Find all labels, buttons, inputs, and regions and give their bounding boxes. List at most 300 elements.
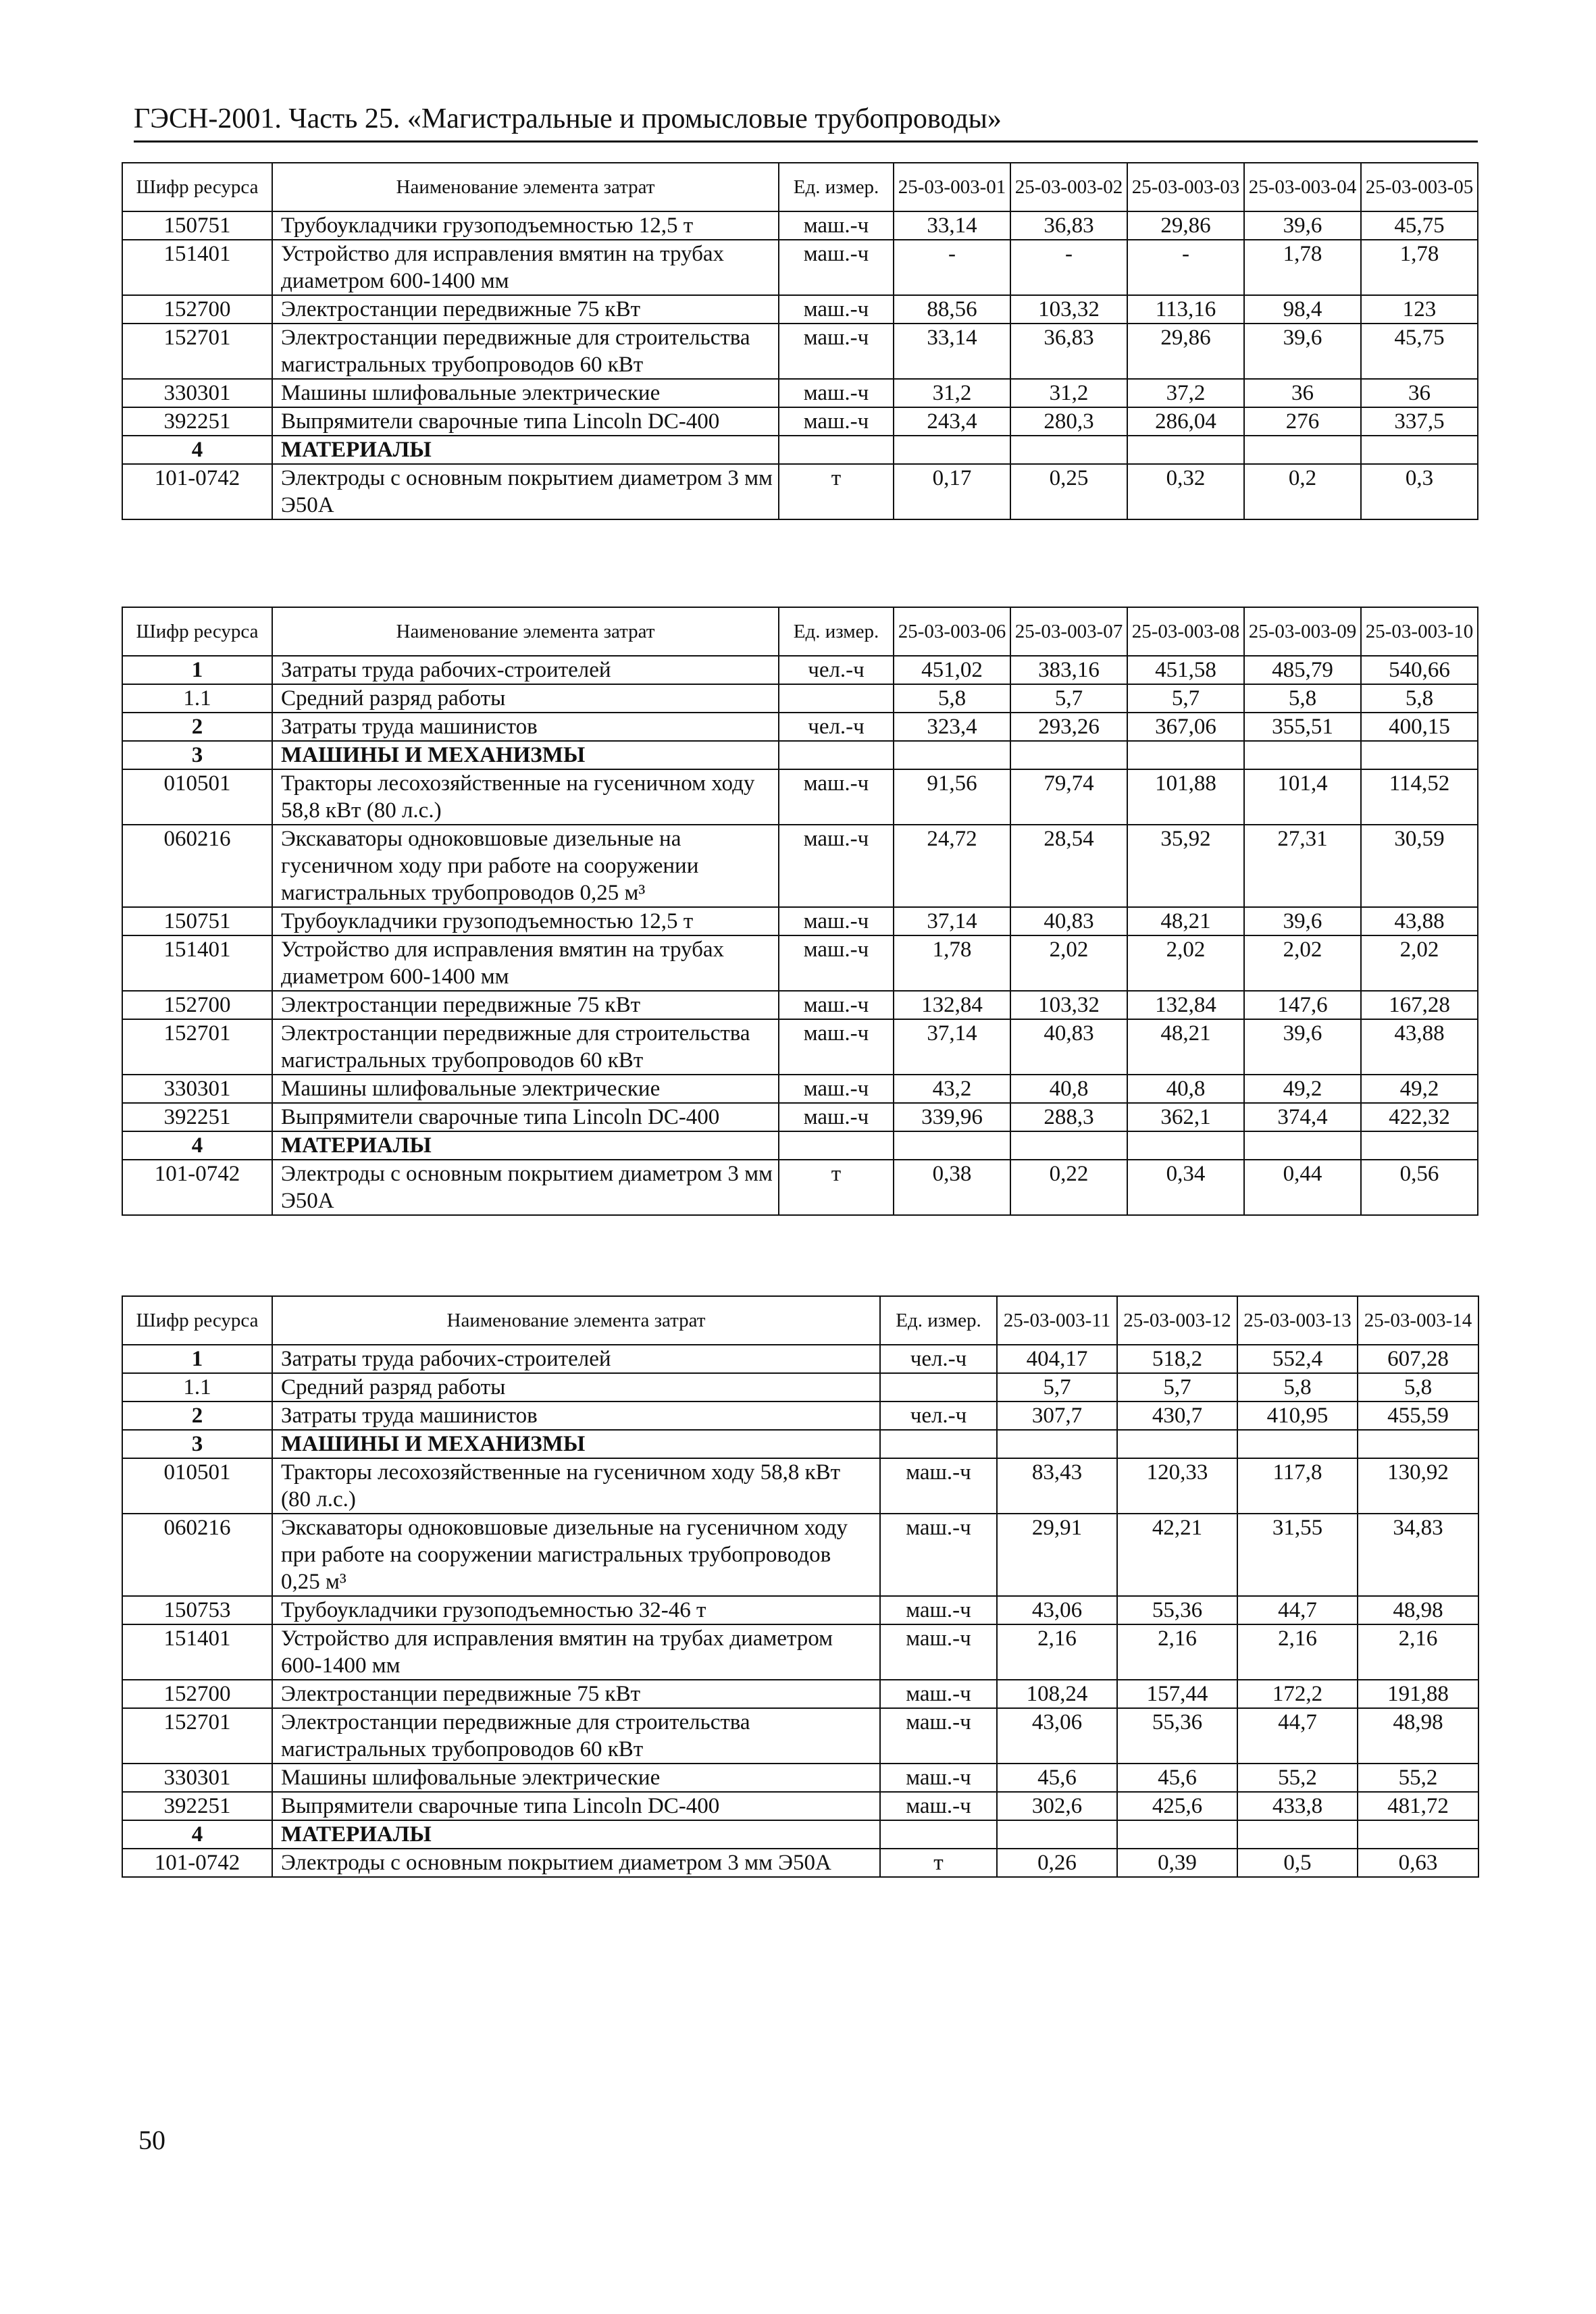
value-cell: 0,34 (1127, 1160, 1244, 1215)
resource-code: 152700 (122, 1680, 272, 1708)
resource-code: 392251 (122, 1792, 272, 1820)
resource-code: 3 (122, 741, 272, 769)
resource-name: Затраты труда рабочих-строителей (272, 656, 779, 684)
value-cell (1361, 436, 1478, 464)
value-cell: 425,6 (1117, 1792, 1237, 1820)
header-code: Шифр ресурса (122, 607, 272, 656)
unit-cell: маш.-ч (880, 1458, 997, 1514)
table-row (122, 769, 1478, 825)
value-cell (1127, 436, 1244, 464)
resource-name: МАТЕРИАЛЫ (272, 436, 779, 464)
value-cell: 383,16 (1010, 656, 1127, 684)
resource-code: 150751 (122, 211, 272, 240)
resource-code: 150751 (122, 907, 272, 935)
value-cell: 55,2 (1237, 1764, 1358, 1792)
value-cell: 39,6 (1244, 324, 1361, 379)
value-cell: 243,4 (894, 407, 1010, 436)
table-header-row (122, 607, 1478, 656)
value-cell: 37,14 (894, 1019, 1010, 1075)
value-cell (1244, 436, 1361, 464)
header-unit: Ед. измер. (880, 1296, 997, 1345)
resource-code: 392251 (122, 1103, 272, 1131)
unit-cell: маш.-ч (779, 1019, 894, 1075)
value-cell: 167,28 (1361, 991, 1478, 1019)
table-row (122, 1373, 1478, 1402)
unit-cell: чел.-ч (779, 713, 894, 741)
value-cell: 0,39 (1117, 1849, 1237, 1877)
value-cell (894, 1131, 1010, 1160)
resource-name: Электроды с основным покрытием диаметром 3 мм Э50А (272, 464, 779, 519)
header-name: Наименование элемента затрат (272, 1296, 880, 1345)
value-cell: 42,21 (1117, 1514, 1237, 1596)
value-cell (1010, 741, 1127, 769)
norms-table-3 (122, 1295, 1479, 1878)
value-cell: 117,8 (1237, 1458, 1358, 1514)
value-cell: 2,16 (1237, 1624, 1358, 1680)
resource-code: 101-0742 (122, 1849, 272, 1877)
resource-name: Выпрямители сварочные типа Lincoln DC-400 (272, 1103, 779, 1131)
value-cell (894, 436, 1010, 464)
value-cell (1244, 741, 1361, 769)
value-cell: 101,88 (1127, 769, 1244, 825)
table-row (122, 1596, 1478, 1624)
value-cell: 2,02 (1361, 935, 1478, 991)
value-cell: 540,66 (1361, 656, 1478, 684)
table-row (122, 713, 1478, 741)
value-cell (1237, 1820, 1358, 1849)
value-cell: 45,75 (1361, 324, 1478, 379)
resource-name: Средний разряд работы (272, 684, 779, 713)
resource-code: 330301 (122, 1075, 272, 1103)
unit-cell: маш.-ч (779, 211, 894, 240)
table-row (122, 1764, 1478, 1792)
norms-table-2 (122, 607, 1478, 1216)
resource-name: Устройство для исправления вмятин на трубах диаметром 600-1400 мм (272, 240, 779, 295)
value-cell: 33,14 (894, 324, 1010, 379)
value-cell (1361, 1131, 1478, 1160)
header-norm-code: 25-03-003-13 (1237, 1296, 1358, 1345)
value-cell: 518,2 (1117, 1345, 1237, 1373)
value-cell (1358, 1820, 1478, 1849)
unit-cell: маш.-ч (779, 295, 894, 324)
table-row (122, 379, 1478, 407)
resource-name: Экскаваторы одноковшовые дизельные на гусеничном ходу при работе на сооружении магистральных трубопроводов 0,25 м³ (272, 825, 779, 907)
table-row (122, 1680, 1478, 1708)
value-cell: 114,52 (1361, 769, 1478, 825)
value-cell: 2,02 (1010, 935, 1127, 991)
value-cell: 132,84 (1127, 991, 1244, 1019)
value-cell: 323,4 (894, 713, 1010, 741)
resource-code: 101-0742 (122, 464, 272, 519)
value-cell: 108,24 (997, 1680, 1117, 1708)
resource-code: 151401 (122, 1624, 272, 1680)
value-cell: 0,3 (1361, 464, 1478, 519)
value-cell: 36,83 (1010, 324, 1127, 379)
value-cell: 36 (1244, 379, 1361, 407)
value-cell (1237, 1430, 1358, 1458)
header-norm-code: 25-03-003-03 (1127, 163, 1244, 211)
resource-name: Электростанции передвижные 75 кВт (272, 1680, 880, 1708)
value-cell: 339,96 (894, 1103, 1010, 1131)
value-cell: 302,6 (997, 1792, 1117, 1820)
resource-code: 152700 (122, 295, 272, 324)
header-norm-code: 25-03-003-06 (894, 607, 1010, 656)
value-cell: 40,8 (1010, 1075, 1127, 1103)
unit-cell: маш.-ч (880, 1624, 997, 1680)
page-header: ГЭСН-2001. Часть 25. «Магистральные и промысловые трубопроводы» (134, 101, 1478, 143)
value-cell: 48,98 (1358, 1708, 1478, 1764)
unit-cell: маш.-ч (880, 1708, 997, 1764)
value-cell: 37,14 (894, 907, 1010, 935)
value-cell: 0,38 (894, 1160, 1010, 1215)
unit-cell: маш.-ч (779, 1103, 894, 1131)
value-cell: 337,5 (1361, 407, 1478, 436)
resource-name: Трубоукладчики грузоподъемностью 32-46 т (272, 1596, 880, 1624)
unit-cell: маш.-ч (779, 324, 894, 379)
value-cell: 5,8 (894, 684, 1010, 713)
value-cell (1010, 436, 1127, 464)
table-row (122, 684, 1478, 713)
header-norm-code: 25-03-003-04 (1244, 163, 1361, 211)
unit-cell: т (779, 464, 894, 519)
header-norm-code: 25-03-003-05 (1361, 163, 1478, 211)
unit-cell: маш.-ч (779, 907, 894, 935)
unit-cell: чел.-ч (779, 656, 894, 684)
table-row (122, 1075, 1478, 1103)
resource-code: 152700 (122, 991, 272, 1019)
value-cell: 36,83 (1010, 211, 1127, 240)
value-cell (1127, 1131, 1244, 1160)
unit-cell: маш.-ч (880, 1514, 997, 1596)
value-cell: 132,84 (894, 991, 1010, 1019)
value-cell: 37,2 (1127, 379, 1244, 407)
unit-cell (880, 1820, 997, 1849)
value-cell: 55,36 (1117, 1708, 1237, 1764)
unit-cell: т (880, 1849, 997, 1877)
value-cell: 0,5 (1237, 1849, 1358, 1877)
value-cell: 2,16 (1358, 1624, 1478, 1680)
unit-cell: маш.-ч (779, 407, 894, 436)
header-norm-code: 25-03-003-12 (1117, 1296, 1237, 1345)
unit-cell (880, 1373, 997, 1402)
value-cell: 5,8 (1361, 684, 1478, 713)
unit-cell: маш.-ч (779, 825, 894, 907)
table-row (122, 825, 1478, 907)
value-cell: 5,7 (1010, 684, 1127, 713)
unit-cell: маш.-ч (779, 769, 894, 825)
resource-code: 152701 (122, 1708, 272, 1764)
resource-name: Трубоукладчики грузоподъемностью 12,5 т (272, 211, 779, 240)
header-norm-code: 25-03-003-07 (1010, 607, 1127, 656)
value-cell: 433,8 (1237, 1792, 1358, 1820)
resource-name: Электроды с основным покрытием диаметром 3 мм Э50А (272, 1160, 779, 1215)
value-cell (894, 741, 1010, 769)
resource-code: 010501 (122, 769, 272, 825)
value-cell: 0,22 (1010, 1160, 1127, 1215)
table-header-row (122, 1296, 1478, 1345)
value-cell: 49,2 (1361, 1075, 1478, 1103)
value-cell (1010, 1131, 1127, 1160)
resource-code: 1.1 (122, 684, 272, 713)
table-row (122, 1160, 1478, 1215)
table-row (122, 240, 1478, 295)
unit-cell (779, 741, 894, 769)
resource-name: Машины шлифовальные электрические (272, 379, 779, 407)
value-cell: 276 (1244, 407, 1361, 436)
header-norm-code: 25-03-003-01 (894, 163, 1010, 211)
value-cell: 33,14 (894, 211, 1010, 240)
value-cell: - (1127, 240, 1244, 295)
value-cell: 286,04 (1127, 407, 1244, 436)
section-row (122, 1430, 1478, 1458)
resource-name: Трубоукладчики грузоподъемностью 12,5 т (272, 907, 779, 935)
unit-cell: маш.-ч (779, 379, 894, 407)
value-cell: 2,16 (997, 1624, 1117, 1680)
value-cell: 455,59 (1358, 1402, 1478, 1430)
resource-name: Затраты труда машинистов (272, 713, 779, 741)
resource-name: Устройство для исправления вмятин на трубах диаметром 600-1400 мм (272, 1624, 880, 1680)
value-cell: 48,21 (1127, 907, 1244, 935)
value-cell: 49,2 (1244, 1075, 1361, 1103)
value-cell: 43,88 (1361, 1019, 1478, 1075)
resource-name: Затраты труда рабочих-строителей (272, 1345, 880, 1373)
resource-name: Электростанции передвижные 75 кВт (272, 295, 779, 324)
value-cell: 130,92 (1358, 1458, 1478, 1514)
value-cell: 485,79 (1244, 656, 1361, 684)
header-norm-code: 25-03-003-10 (1361, 607, 1478, 656)
value-cell: 374,4 (1244, 1103, 1361, 1131)
resource-code: 151401 (122, 240, 272, 295)
value-cell: 5,8 (1358, 1373, 1478, 1402)
unit-cell (779, 1131, 894, 1160)
value-cell: 31,55 (1237, 1514, 1358, 1596)
value-cell: 451,02 (894, 656, 1010, 684)
value-cell: 0,44 (1244, 1160, 1361, 1215)
value-cell: 1,78 (1361, 240, 1478, 295)
value-cell: 39,6 (1244, 211, 1361, 240)
table-row (122, 935, 1478, 991)
value-cell: 280,3 (1010, 407, 1127, 436)
value-cell: 451,58 (1127, 656, 1244, 684)
value-cell: 607,28 (1358, 1345, 1478, 1373)
value-cell: 31,2 (894, 379, 1010, 407)
resource-code: 150753 (122, 1596, 272, 1624)
value-cell: 91,56 (894, 769, 1010, 825)
table-header-row (122, 163, 1478, 211)
value-cell: 5,7 (997, 1373, 1117, 1402)
unit-cell: маш.-ч (880, 1792, 997, 1820)
resource-code: 101-0742 (122, 1160, 272, 1215)
header-norm-code: 25-03-003-09 (1244, 607, 1361, 656)
value-cell: - (894, 240, 1010, 295)
value-cell: 172,2 (1237, 1680, 1358, 1708)
value-cell: 43,06 (997, 1708, 1117, 1764)
value-cell (1244, 1131, 1361, 1160)
value-cell: 98,4 (1244, 295, 1361, 324)
section-row (122, 741, 1478, 769)
value-cell: 88,56 (894, 295, 1010, 324)
resource-code: 152701 (122, 324, 272, 379)
header-unit: Ед. измер. (779, 607, 894, 656)
section-row (122, 1131, 1478, 1160)
header-norm-code: 25-03-003-02 (1010, 163, 1127, 211)
value-cell: 29,86 (1127, 324, 1244, 379)
value-cell: 45,6 (1117, 1764, 1237, 1792)
resource-code: 1 (122, 1345, 272, 1373)
resource-code: 152701 (122, 1019, 272, 1075)
value-cell: 5,7 (1117, 1373, 1237, 1402)
value-cell: 44,7 (1237, 1708, 1358, 1764)
table-row (122, 1019, 1478, 1075)
resource-name: Средний разряд работы (272, 1373, 880, 1402)
resource-code: 010501 (122, 1458, 272, 1514)
unit-cell: т (779, 1160, 894, 1215)
table-row (122, 1792, 1478, 1820)
value-cell: 0,17 (894, 464, 1010, 519)
table-row (122, 1624, 1478, 1680)
value-cell: 0,26 (997, 1849, 1117, 1877)
resource-code: 330301 (122, 1764, 272, 1792)
value-cell: 0,2 (1244, 464, 1361, 519)
header-name: Наименование элемента затрат (272, 163, 779, 211)
resource-name: Тракторы лесохозяйственные на гусеничном ходу 58,8 кВт (80 л.с.) (272, 1458, 880, 1514)
resource-name: Устройство для исправления вмятин на трубах диаметром 600-1400 мм (272, 935, 779, 991)
value-cell: 83,43 (997, 1458, 1117, 1514)
value-cell: 29,86 (1127, 211, 1244, 240)
value-cell: - (1010, 240, 1127, 295)
resource-code: 2 (122, 713, 272, 741)
resource-code: 060216 (122, 1514, 272, 1596)
value-cell: 362,1 (1127, 1103, 1244, 1131)
value-cell (997, 1430, 1117, 1458)
header-norm-code: 25-03-003-11 (997, 1296, 1117, 1345)
value-cell: 1,78 (894, 935, 1010, 991)
value-cell: 404,17 (997, 1345, 1117, 1373)
page-number: 50 (138, 2125, 165, 2155)
value-cell: 55,36 (1117, 1596, 1237, 1624)
header-unit: Ед. измер. (779, 163, 894, 211)
unit-cell: маш.-ч (779, 1075, 894, 1103)
value-cell: 103,32 (1010, 295, 1127, 324)
table-row (122, 991, 1478, 1019)
unit-cell (779, 684, 894, 713)
header-norm-code: 25-03-003-08 (1127, 607, 1244, 656)
value-cell: 0,63 (1358, 1849, 1478, 1877)
value-cell: 2,02 (1244, 935, 1361, 991)
value-cell: 48,21 (1127, 1019, 1244, 1075)
value-cell: 120,33 (1117, 1458, 1237, 1514)
value-cell: 5,8 (1244, 684, 1361, 713)
value-cell: 27,31 (1244, 825, 1361, 907)
value-cell: 45,6 (997, 1764, 1117, 1792)
value-cell (1117, 1430, 1237, 1458)
value-cell: 35,92 (1127, 825, 1244, 907)
value-cell: 2,16 (1117, 1624, 1237, 1680)
resource-code: 151401 (122, 935, 272, 991)
unit-cell (880, 1430, 997, 1458)
value-cell: 355,51 (1244, 713, 1361, 741)
value-cell: 30,59 (1361, 825, 1478, 907)
resource-code: 330301 (122, 379, 272, 407)
header-code: Шифр ресурса (122, 1296, 272, 1345)
table-row (122, 907, 1478, 935)
table-row (122, 324, 1478, 379)
resource-name: Электроды с основным покрытием диаметром 3 мм Э50А (272, 1849, 880, 1877)
value-cell: 123 (1361, 295, 1478, 324)
unit-cell: маш.-ч (779, 991, 894, 1019)
resource-name: Затраты труда машинистов (272, 1402, 880, 1430)
resource-name: Машины шлифовальные электрические (272, 1075, 779, 1103)
table-row (122, 1458, 1478, 1514)
value-cell: 0,56 (1361, 1160, 1478, 1215)
value-cell: 552,4 (1237, 1345, 1358, 1373)
value-cell (1127, 741, 1244, 769)
value-cell: 288,3 (1010, 1103, 1127, 1131)
unit-cell: чел.-ч (880, 1345, 997, 1373)
value-cell: 43,2 (894, 1075, 1010, 1103)
value-cell: 410,95 (1237, 1402, 1358, 1430)
header-code: Шифр ресурса (122, 163, 272, 211)
value-cell: 5,7 (1127, 684, 1244, 713)
value-cell: 40,8 (1127, 1075, 1244, 1103)
value-cell: 0,32 (1127, 464, 1244, 519)
resource-name: МАШИНЫ И МЕХАНИЗМЫ (272, 741, 779, 769)
unit-cell: маш.-ч (779, 935, 894, 991)
value-cell: 40,83 (1010, 1019, 1127, 1075)
value-cell: 191,88 (1358, 1680, 1478, 1708)
value-cell: 422,32 (1361, 1103, 1478, 1131)
table-row (122, 1345, 1478, 1373)
value-cell: 40,83 (1010, 907, 1127, 935)
value-cell: 101,4 (1244, 769, 1361, 825)
resource-code: 4 (122, 436, 272, 464)
value-cell: 79,74 (1010, 769, 1127, 825)
value-cell: 45,75 (1361, 211, 1478, 240)
resource-code: 060216 (122, 825, 272, 907)
value-cell: 103,32 (1010, 991, 1127, 1019)
header-norm-code: 25-03-003-14 (1358, 1296, 1478, 1345)
resource-name: МАТЕРИАЛЫ (272, 1820, 880, 1849)
value-cell: 34,83 (1358, 1514, 1478, 1596)
resource-name: Электростанции передвижные для строительства магистральных трубопроводов 60 кВт (272, 324, 779, 379)
table-row (122, 407, 1478, 436)
resource-code: 392251 (122, 407, 272, 436)
resource-code: 2 (122, 1402, 272, 1430)
value-cell: 5,8 (1237, 1373, 1358, 1402)
value-cell: 113,16 (1127, 295, 1244, 324)
value-cell (1117, 1820, 1237, 1849)
resource-name: Экскаваторы одноковшовые дизельные на гусеничном ходу при работе на сооружении магистральных трубопроводов 0,25 м³ (272, 1514, 880, 1596)
value-cell: 36 (1361, 379, 1478, 407)
resource-code: 1 (122, 656, 272, 684)
resource-code: 4 (122, 1131, 272, 1160)
resource-name: Тракторы лесохозяйственные на гусеничном ходу 58,8 кВт (80 л.с.) (272, 769, 779, 825)
value-cell: 43,88 (1361, 907, 1478, 935)
value-cell: 481,72 (1358, 1792, 1478, 1820)
resource-name: Электростанции передвижные для строительства магистральных трубопроводов 60 кВт (272, 1708, 880, 1764)
section-row (122, 436, 1478, 464)
value-cell: 48,98 (1358, 1596, 1478, 1624)
value-cell: 31,2 (1010, 379, 1127, 407)
unit-cell: маш.-ч (880, 1596, 997, 1624)
resource-name: Электростанции передвижные 75 кВт (272, 991, 779, 1019)
table-row (122, 1708, 1478, 1764)
unit-cell: чел.-ч (880, 1402, 997, 1430)
value-cell: 400,15 (1361, 713, 1478, 741)
table-row (122, 295, 1478, 324)
value-cell: 24,72 (894, 825, 1010, 907)
value-cell: 2,02 (1127, 935, 1244, 991)
